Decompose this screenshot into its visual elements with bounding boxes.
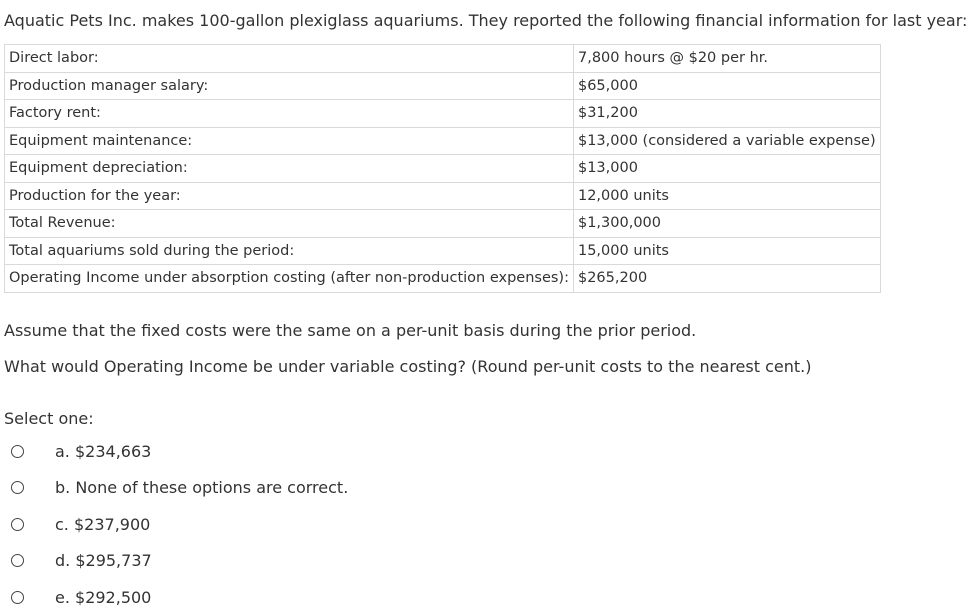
question-prompt: What would Operating Income be under variable costing? (Round per-unit costs to the nearest cent.) (4, 357, 812, 376)
row-value: $1,300,000 (573, 210, 880, 238)
row-value: 7,800 hours @ $20 per hr. (573, 45, 880, 73)
row-value: $31,200 (573, 100, 880, 128)
row-label: Production for the year: (5, 182, 574, 210)
row-label: Operating Income under absorption costing (after non-production expenses): (5, 265, 574, 293)
option-text: e. $292,500 (55, 587, 152, 607)
select-one-label: Select one: (4, 409, 94, 428)
row-label: Equipment maintenance: (5, 127, 574, 155)
row-value: $13,000 (considered a variable expense) (573, 127, 880, 155)
option-text: b. None of these options are correct. (55, 478, 349, 497)
row-label: Total aquariums sold during the period: (5, 237, 574, 265)
row-value: 15,000 units (573, 237, 880, 265)
table-row (5, 210, 881, 238)
row-value: $65,000 (573, 72, 880, 100)
radio-button[interactable] (11, 445, 24, 458)
table-row (5, 100, 881, 128)
answer-option-b[interactable] (0, 473, 420, 503)
row-value: 12,000 units (573, 182, 880, 210)
radio-button[interactable] (11, 591, 24, 604)
question-intro: Aquatic Pets Inc. makes 100-gallon plexiglass aquariums. They reported the following financial information for last year: (4, 11, 968, 30)
row-label: Equipment depreciation: (5, 155, 574, 183)
answer-option-d[interactable] (0, 546, 420, 576)
table-row (5, 45, 881, 73)
table-row (5, 237, 881, 265)
row-value: $13,000 (573, 155, 880, 183)
row-label: Direct labor: (5, 45, 574, 73)
financial-info-table (4, 44, 881, 293)
row-value: $265,200 (573, 265, 880, 293)
row-label: Production manager salary: (5, 72, 574, 100)
table-row (5, 72, 881, 100)
option-text: d. $295,737 (55, 551, 152, 570)
row-label: Total Revenue: (5, 210, 574, 238)
answer-option-c[interactable] (0, 509, 420, 539)
radio-button[interactable] (11, 481, 24, 494)
radio-button[interactable] (11, 554, 24, 567)
row-label: Factory rent: (5, 100, 574, 128)
answer-option-a[interactable] (0, 436, 420, 466)
question-assumption: Assume that the fixed costs were the same on a per-unit basis during the prior period. (4, 321, 697, 340)
table-row (5, 127, 881, 155)
radio-button[interactable] (11, 518, 24, 531)
table-row (5, 265, 881, 293)
option-text: c. $237,900 (55, 514, 151, 534)
option-text: a. $234,663 (55, 441, 152, 461)
table-row (5, 155, 881, 183)
table-row (5, 182, 881, 210)
